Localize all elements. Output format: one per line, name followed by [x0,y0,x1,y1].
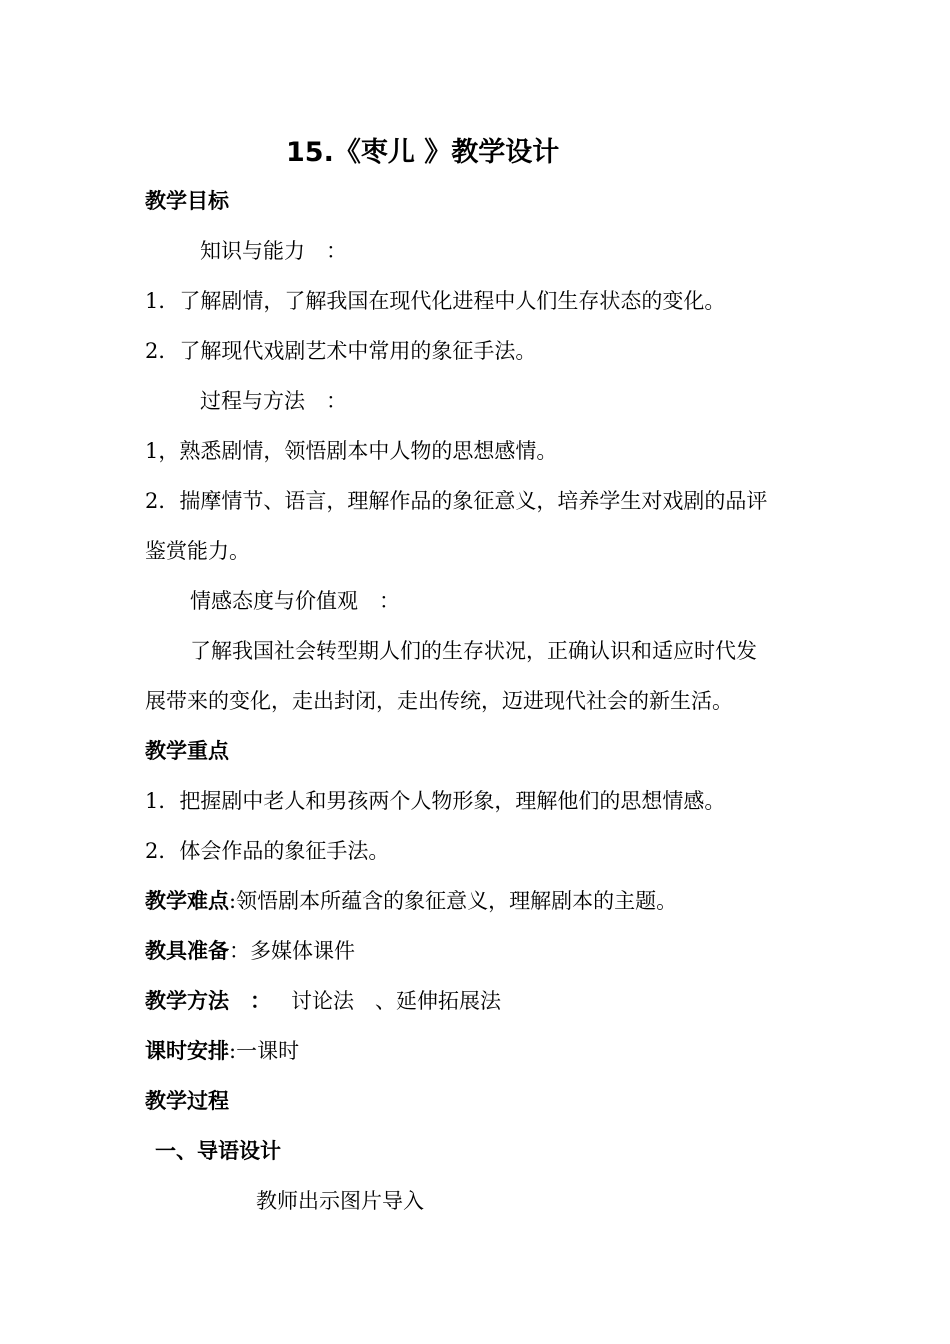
subheading-emotion: 情感态度与价值观 ： [190,589,400,613]
focus-item-2: 2．体会作品的象征手法。 [145,839,390,863]
method-line [145,988,501,1014]
subheading-knowledge: 知识与能力 ： [200,239,347,263]
knowledge-item-1: 1．了解剧情，了解我国在现代化进程中人们生存状态的变化。 [145,289,726,313]
process-item-2-line-1: 2．揣摩情节、语言，理解作品的象征意义，培养学生对戏剧的品评 [145,489,768,513]
schedule-line [145,1038,299,1064]
schedule-text: :一课时 [229,1039,300,1063]
process-item-2-line-2: 鉴赏能力。 [145,539,250,563]
method-label: 教学方法 ： [145,989,271,1013]
tools-line [145,938,355,964]
section-heading-focus: 教学重点 [145,739,229,763]
method-text: 讨论法 、延伸拓展法 [291,989,501,1013]
tools-text: ：多媒体课件 [229,939,355,963]
intro-text: 教师出示图片导入 [256,1189,424,1213]
subheading-process: 过程与方法 ： [200,389,347,413]
emotion-text-line-1: 了解我国社会转型期人们的生存状况，正确认识和适应时代发 [190,639,757,663]
emotion-text-line-2: 展带来的变化，走出封闭，走出传统，迈进现代社会的新生活。 [145,689,733,713]
section-heading-objectives: 教学目标 [145,189,229,213]
knowledge-item-2: 2．了解现代戏剧艺术中常用的象征手法。 [145,339,537,363]
document-title: 15.《枣儿 》教学设计 [286,137,560,168]
schedule-label: 课时安排 [145,1039,229,1063]
process-item-1: 1，熟悉剧情，领悟剧本中人物的思想感情。 [145,439,558,463]
difficulty-label: 教学难点 [145,889,229,913]
tools-label: 教具准备 [145,939,229,963]
difficulty-line [145,888,677,914]
subheading-intro: 一、导语设计 [155,1139,281,1163]
focus-item-1: 1．把握剧中老人和男孩两个人物形象，理解他们的思想情感。 [145,789,726,813]
section-heading-process: 教学过程 [145,1089,229,1113]
difficulty-text: :领悟剧本所蕴含的象征意义，理解剧本的主题。 [229,889,678,913]
